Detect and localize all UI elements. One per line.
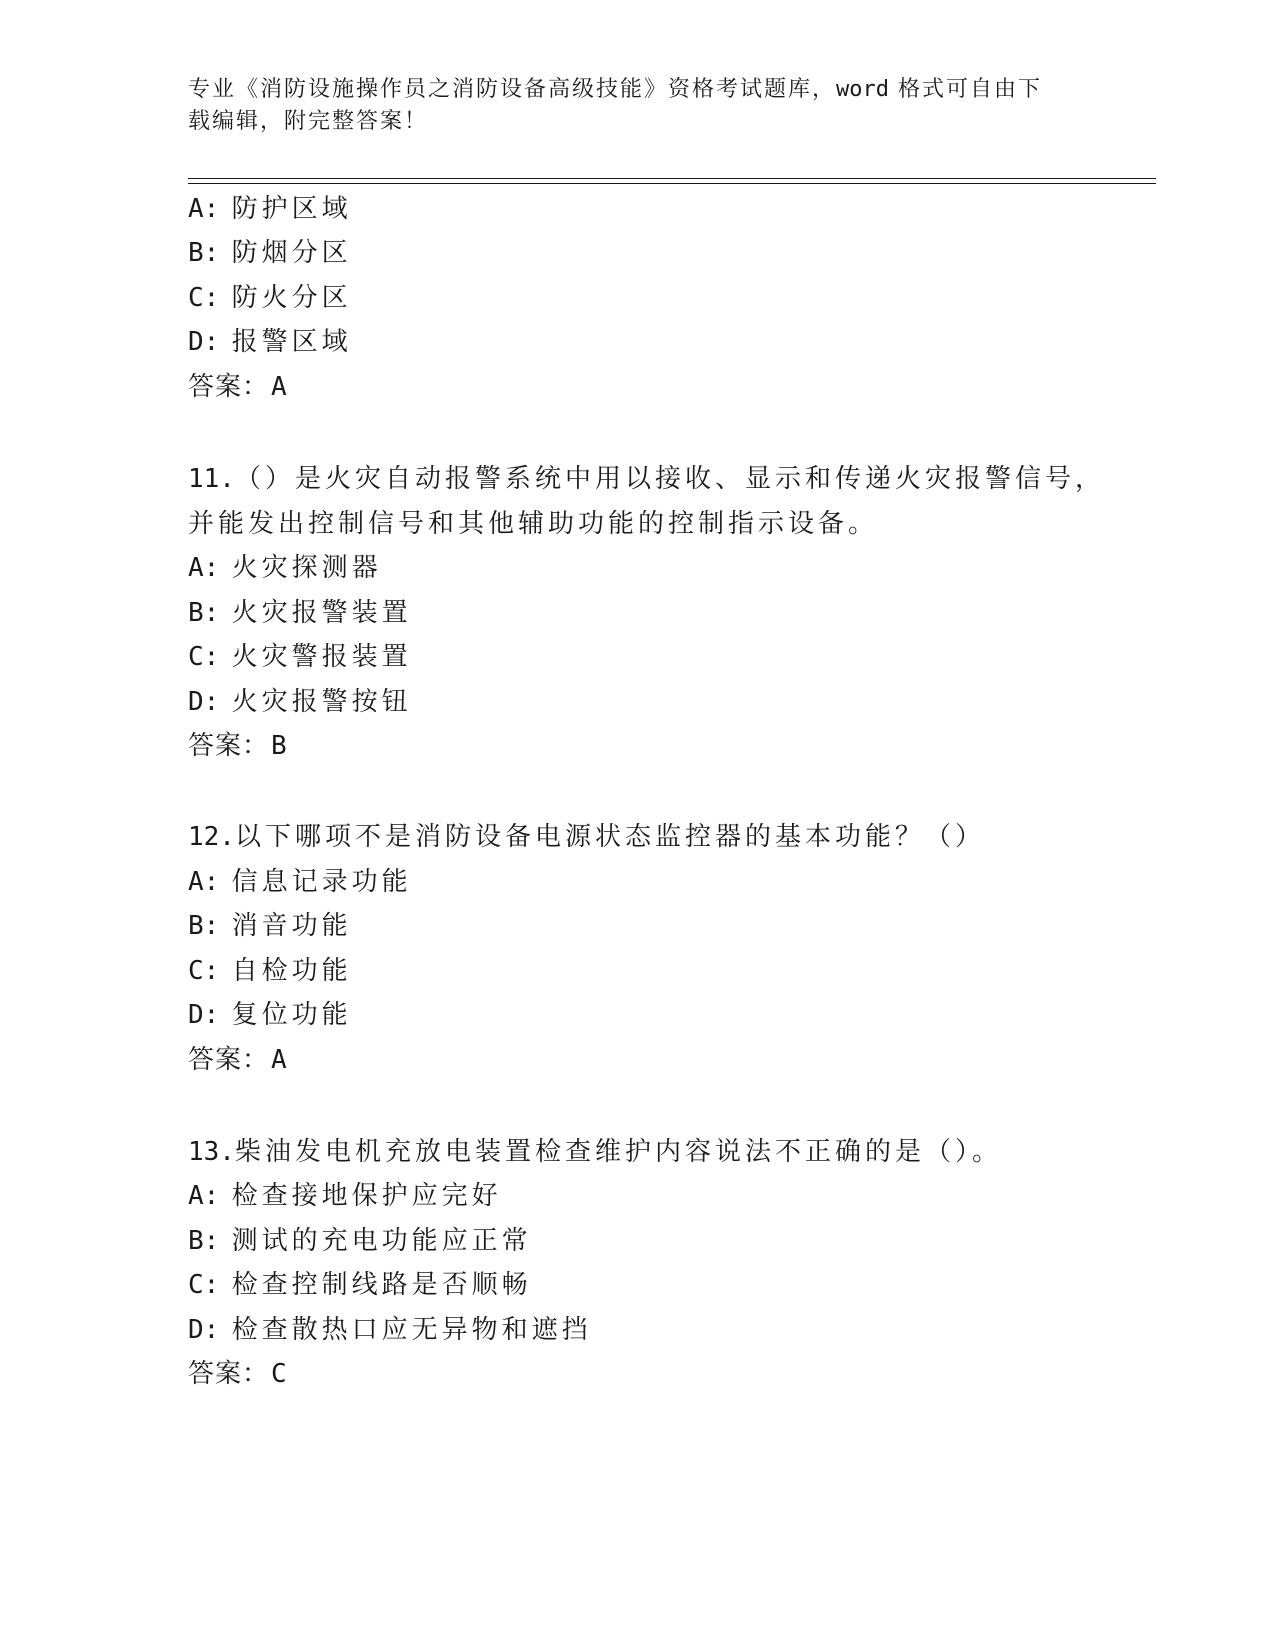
question-number: 12. [188, 822, 235, 852]
option-letter: A: [188, 553, 220, 583]
option-letter: B: [188, 598, 220, 628]
option-text: 防火分区 [231, 283, 352, 313]
option-a [188, 551, 382, 585]
answer-value: A [271, 1045, 287, 1075]
answer-line [188, 729, 287, 763]
answer-line [188, 370, 287, 404]
option-c [188, 281, 352, 315]
option-text: 检查接地保护应完好 [231, 1181, 502, 1211]
header-word-label: word [836, 77, 889, 102]
option-letter: B: [188, 1226, 220, 1256]
option-letter: B: [188, 911, 220, 941]
option-text: 火灾警报装置 [231, 642, 412, 672]
option-text: 报警区域 [231, 327, 352, 357]
option-text: 防烟分区 [231, 238, 352, 268]
answer-label: 答案： [188, 372, 270, 402]
document-header [188, 74, 1068, 138]
option-text: 自检功能 [231, 956, 352, 986]
question-number: 13. [188, 1137, 235, 1167]
option-text: 火灾报警按钮 [231, 687, 412, 717]
option-c [188, 640, 412, 674]
answer-line [188, 1043, 287, 1077]
option-letter: A: [188, 1181, 220, 1211]
header-line-1 [188, 74, 1068, 106]
option-letter: C: [188, 956, 220, 986]
option-d [188, 1313, 592, 1347]
question-line-2: 并能发出控制信号和其他辅助功能的控制指示设备。 [188, 509, 879, 539]
question-text [188, 820, 985, 854]
option-a [188, 192, 352, 226]
option-d [188, 325, 352, 359]
answer-value: B [271, 731, 287, 761]
answer-label: 答案： [188, 1359, 270, 1389]
answer-line [188, 1357, 287, 1391]
question-text [188, 1135, 1002, 1169]
option-text: 测试的充电功能应正常 [231, 1226, 532, 1256]
header-divider-top [188, 178, 1156, 179]
option-letter: C: [188, 642, 220, 672]
option-c [188, 954, 352, 988]
option-letter: C: [188, 283, 220, 313]
question-line-1: 以下哪项不是消防设备电源状态监控器的基本功能？（） [234, 822, 985, 852]
answer-value: A [271, 372, 287, 402]
header-text-1a: 专业《消防设施操作员之消防设备高级技能》资格考试题库， [188, 77, 837, 102]
question-text [188, 462, 1105, 496]
option-c [188, 1268, 532, 1302]
option-letter: D: [188, 327, 220, 357]
option-letter: D: [188, 1315, 220, 1345]
option-text: 信息记录功能 [231, 867, 412, 897]
option-letter: A: [188, 867, 220, 897]
question-line-1: （）是火灾自动报警系统中用以接收、显示和传递火灾报警信号， [234, 464, 1105, 494]
option-text: 火灾报警装置 [231, 598, 412, 628]
question-number: 11. [188, 464, 235, 494]
option-b [188, 909, 352, 943]
option-b [188, 596, 412, 630]
header-line-2: 载编辑，附完整答案！ [188, 109, 429, 134]
answer-label: 答案： [188, 731, 270, 761]
question-line-1: 柴油发电机充放电装置检查维护内容说法不正确的是（）。 [234, 1137, 1002, 1167]
option-letter: A: [188, 194, 220, 224]
answer-value: C [271, 1359, 287, 1389]
option-letter: D: [188, 1000, 220, 1030]
option-text: 防护区域 [231, 194, 352, 224]
option-text: 消音功能 [231, 911, 352, 941]
header-divider-bottom [188, 183, 1156, 184]
option-b [188, 236, 352, 270]
option-text: 火灾探测器 [231, 553, 382, 583]
option-letter: C: [188, 1270, 220, 1300]
option-a [188, 1179, 502, 1213]
option-b [188, 1224, 532, 1258]
option-d [188, 998, 352, 1032]
header-text-1b: 格式可自由下 [889, 77, 1042, 102]
option-letter: B: [188, 238, 220, 268]
option-d [188, 685, 412, 719]
option-a [188, 865, 412, 899]
option-text: 检查控制线路是否顺畅 [231, 1270, 532, 1300]
option-text: 复位功能 [231, 1000, 352, 1030]
answer-label: 答案： [188, 1045, 270, 1075]
option-letter: D: [188, 687, 220, 717]
option-text: 检查散热口应无异物和遮挡 [231, 1315, 592, 1345]
